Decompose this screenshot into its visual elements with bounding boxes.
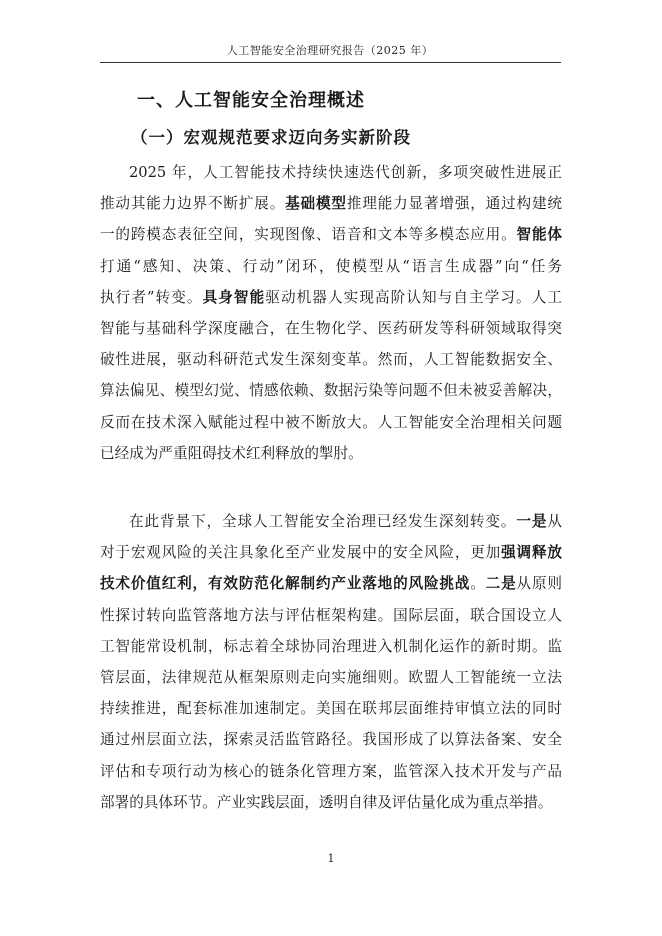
paragraph-line [100, 188, 562, 219]
paragraph-line [100, 506, 562, 537]
text-run: 。 [470, 575, 486, 593]
paragraph-line [100, 568, 562, 599]
text-run: 一的跨模态表征空间，实现图像、语音和文本等多模态应用。 [100, 226, 517, 244]
paragraph-line: 性探讨转向监管落地方法与评估框架构建。国际层面，联合国设立人 [100, 606, 562, 624]
text-run: 对于宏观风险的关注具象化至产业发展中的安全风险，更加 [100, 544, 502, 562]
paragraph-line: 智能与基础科学深度融合，在生物化学、医药研发等科研领域取得突 [100, 320, 562, 338]
paragraph-2 [100, 506, 562, 818]
paragraph-line: 管层面，法律规范从框架原则走向实施细则。欧盟人工智能统一立法 [100, 669, 562, 687]
text-run: 驱动机器人实现高阶认知与自主学习。人工 [265, 288, 562, 306]
bold-term: 技术价值红利，有效防范化解制约产业落地的风险挑战 [100, 575, 471, 593]
bold-term: 具身智能 [202, 288, 266, 306]
section-heading: 一、人工智能安全治理概述 [137, 90, 365, 111]
bold-term: 智能体 [516, 226, 562, 244]
bold-term: 强调释放 [501, 544, 562, 562]
paragraph-line: 持续推进，配套标准加速制定。美国在联邦层面维持审慎立法的同时 [100, 700, 562, 718]
paragraph-line: 反而在技术深入赋能过程中被不断放大。人工智能安全治理相关问题 [100, 413, 562, 431]
paragraph-line: 部署的具体环节。产业实践层面，透明自律及评估量化成为重点举措。 [100, 793, 553, 811]
page-number: 1 [327, 852, 335, 865]
paragraph-line: 算法偏见、模型幻觉、情感依赖、数据污染等问题不但未被妥善解决， [100, 382, 562, 400]
paragraph-line: 工智能常设机制，标志着全球协同治理进入机制化运作的新时期。监 [100, 637, 562, 655]
text-run: 执行者”转变。 [100, 288, 203, 306]
bold-term: 基础模型 [285, 195, 347, 213]
paragraph-line: 2025 年，人工智能技术持续快速迭代创新，多项突破性进展正 [129, 164, 562, 181]
running-header: 人工智能安全治理研究报告（2025 年） [226, 44, 434, 57]
paragraph-line [100, 537, 562, 568]
paragraph-line [100, 219, 562, 250]
text-run: 推理能力显著增强，通过构建统 [346, 195, 562, 213]
paragraph-line: 通过州层面立法，探索灵活监管路径。我国形成了以算法备案、安全 [100, 731, 562, 749]
paragraph-line: 破性进展，驱动科研范式发生深刻变革。然而，人工智能数据安全、 [100, 351, 562, 369]
bold-term: 一是 [516, 513, 548, 530]
text-run: 从 [547, 513, 562, 530]
paragraph-line: 打通“感知、决策、行动”闭环，使模型从“语言生成器”向“任务 [100, 257, 562, 275]
header-rule [100, 62, 561, 63]
text-run: 从原则 [516, 575, 562, 593]
paragraph-1 [100, 157, 562, 469]
text-run: 推动其能力边界不断扩展。 [100, 195, 286, 213]
subsection-heading: （一）宏观规范要求迈向务实新阶段 [131, 128, 411, 147]
bold-term: 二是 [485, 575, 517, 593]
paragraph-line [100, 282, 562, 313]
text-run: 在此背景下，全球人工智能安全治理已经发生深刻转变。 [129, 513, 517, 530]
paragraph-line: 已经成为严重阻碍技术红利释放的掣肘。 [100, 444, 363, 462]
paragraph-line: 评估和专项行动为核心的链条化管理方案，监管深入技术开发与产品 [100, 762, 562, 780]
